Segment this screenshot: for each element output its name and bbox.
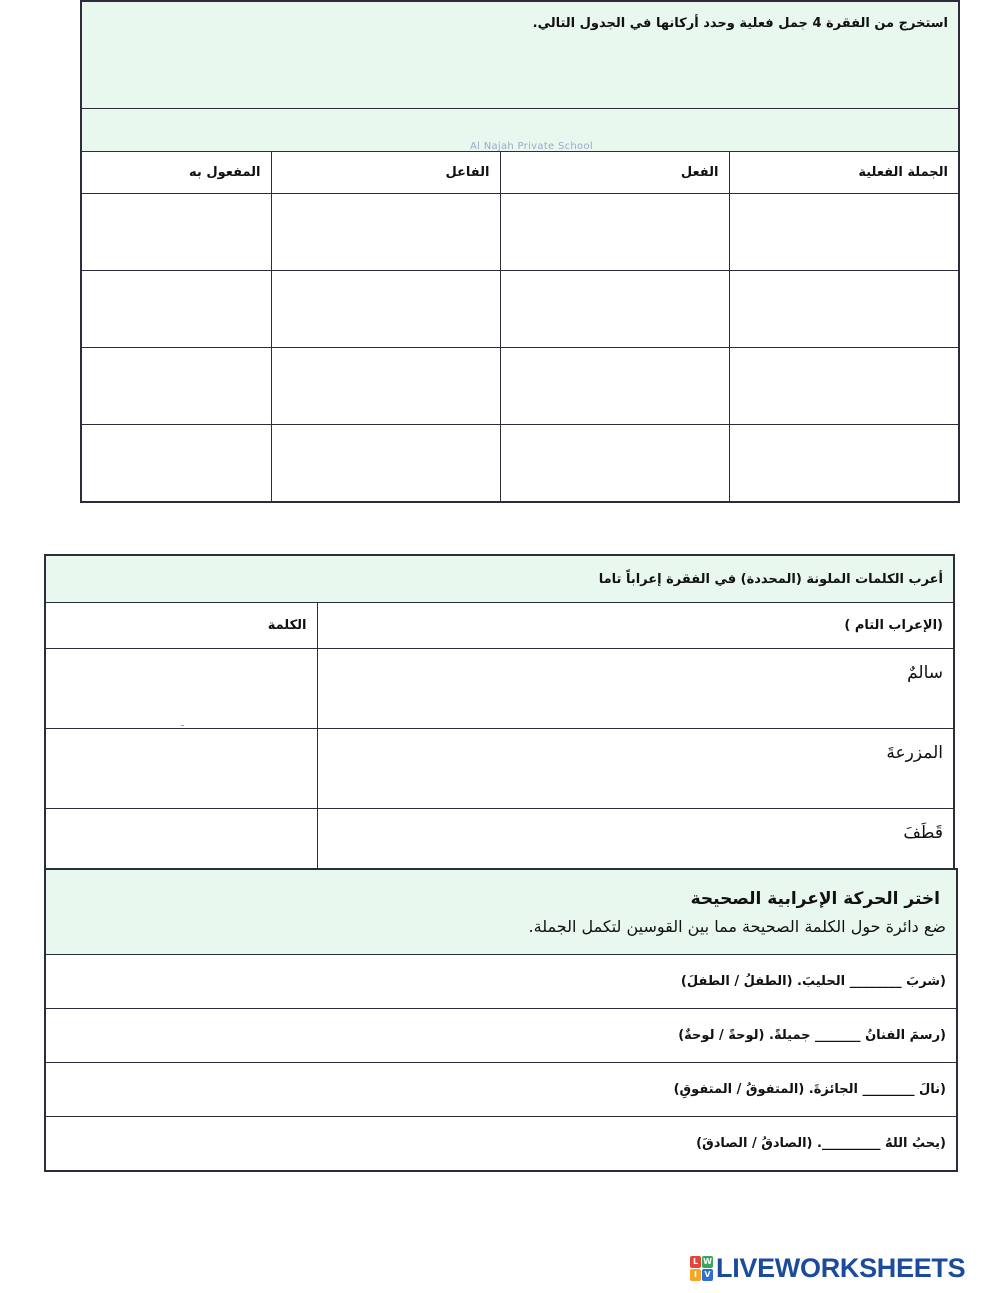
answer-cell[interactable] <box>729 348 959 425</box>
answer-cell[interactable] <box>500 425 729 503</box>
header-verbal-sentence: الجملة الفعلية <box>729 152 959 194</box>
verbal-sentences-table <box>80 0 960 503</box>
sentence-row[interactable]: (رسمَ الفنانُ _______ جميلةً. (لوحةً / لوحةٌ) <box>45 1009 957 1063</box>
brand-name: LIVEWORKSHEETS <box>716 1252 966 1283</box>
sentence-row[interactable]: (شربَ ________ الحليبَ. (الطفلُ / الطفلَ) <box>45 955 957 1009</box>
answer-cell[interactable] <box>81 348 271 425</box>
answer-cell[interactable] <box>500 348 729 425</box>
section3-title: اختر الحركة الإعرابية الصحيحة <box>690 888 940 909</box>
word-cell: سالمٌ <box>317 649 954 729</box>
answer-cell[interactable] <box>500 194 729 271</box>
answer-cell[interactable] <box>45 649 317 729</box>
answer-cell[interactable] <box>500 271 729 348</box>
section2-instruction: أعرب الكلمات الملونة (المحددة) في الفقرة إعراباً تاما <box>45 555 954 603</box>
answer-cell[interactable] <box>271 271 500 348</box>
sentence-row[interactable]: (نالَ ________ الجائزةَ. (المتفوقُ / المتفوقِ) <box>45 1063 957 1117</box>
header-word: الكلمة <box>45 603 317 649</box>
answer-cell[interactable] <box>729 425 959 503</box>
answer-cell[interactable] <box>45 729 317 809</box>
header-verb: الفعل <box>500 152 729 194</box>
header-object: المفعول به <box>81 152 271 194</box>
word-cell: المزرعةَ <box>317 729 954 809</box>
answer-cell[interactable] <box>729 194 959 271</box>
answer-cell[interactable] <box>271 425 500 503</box>
answer-cell[interactable] <box>81 194 271 271</box>
section1-instruction: استخرج من الفقرة 4 جمل فعلية وحدد أركانها في الجدول التالي. <box>81 1 959 109</box>
header-full-parsing: (الإعراب التام ) <box>317 603 954 649</box>
section3-subtitle: ضع دائرة حول الكلمة الصحيحة مما بين القوسين لتكمل الجملة. <box>528 916 946 936</box>
parsing-table <box>44 554 955 890</box>
header-subject: الفاعل <box>271 152 500 194</box>
liveworksheets-logo <box>690 1253 965 1283</box>
answer-cell[interactable] <box>81 271 271 348</box>
answer-cell[interactable] <box>271 194 500 271</box>
answer-cell[interactable] <box>81 425 271 503</box>
answer-cell[interactable] <box>729 271 959 348</box>
liveworksheets-icon: L W I V <box>690 1256 713 1281</box>
word-cell: قَطَفَ <box>317 809 954 890</box>
school-watermark: Al Najah Private School <box>470 141 593 152</box>
choose-vowel-table <box>44 868 958 1172</box>
sentence-row[interactable]: (يحبُ اللهُ _________. (الصادقُ / الصادقَ) <box>45 1117 957 1172</box>
answer-cell[interactable] <box>271 348 500 425</box>
section3-header <box>45 869 957 955</box>
